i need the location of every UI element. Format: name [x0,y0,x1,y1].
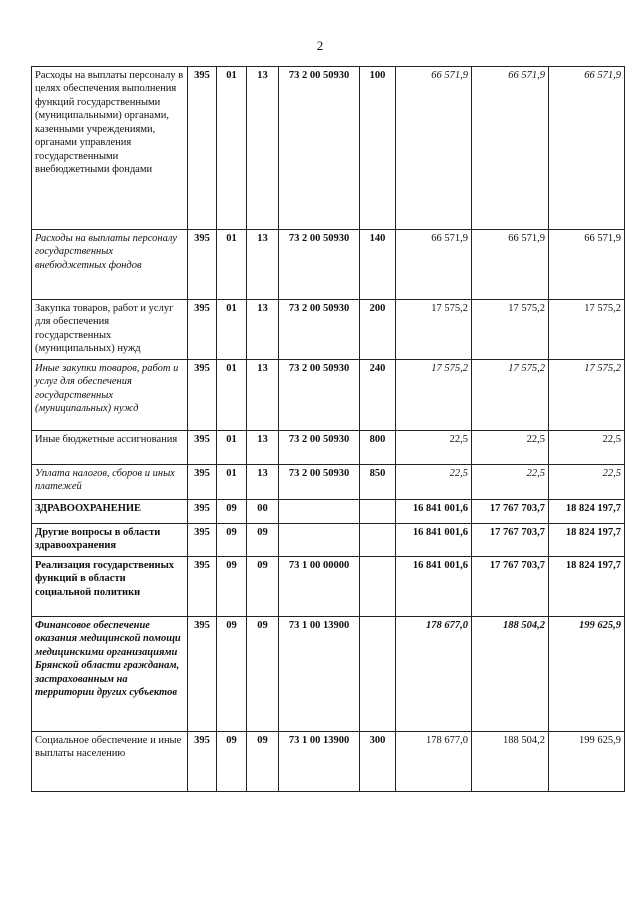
row-year1: 66 571,9 [396,230,472,300]
row-pr: 13 [247,465,279,500]
row-gr: 395 [188,431,217,465]
table-row [32,557,625,617]
row-csr [279,524,360,557]
row-name: Иные бюджетные ассигнования [32,431,188,465]
row-gr: 395 [188,360,217,431]
row-vr: 100 [360,67,396,230]
row-year1: 16 841 001,6 [396,557,472,617]
table-row [32,617,625,732]
row-year2: 17 767 703,7 [472,557,549,617]
row-pr: 13 [247,300,279,360]
row-year3: 17 575,2 [549,300,625,360]
budget-table [31,66,625,792]
row-pr: 09 [247,557,279,617]
table-row [32,500,625,524]
page-number: 2 [316,38,324,53]
table-row [32,360,625,431]
row-rz: 09 [217,732,247,792]
row-rz: 01 [217,67,247,230]
row-rz: 09 [217,557,247,617]
row-vr: 300 [360,732,396,792]
row-vr [360,524,396,557]
row-csr: 73 1 00 00000 [279,557,360,617]
row-gr: 395 [188,557,217,617]
row-name: Расходы на выплаты персоналу государственных внебюджетных фондов [32,230,188,300]
table-row [32,524,625,557]
row-rz: 09 [217,500,247,524]
row-year1: 22,5 [396,431,472,465]
row-pr: 13 [247,67,279,230]
row-pr: 13 [247,431,279,465]
row-rz: 09 [217,524,247,557]
row-vr: 850 [360,465,396,500]
row-year3: 22,5 [549,431,625,465]
row-year3: 17 575,2 [549,360,625,431]
row-pr: 00 [247,500,279,524]
table-row [32,67,625,230]
row-year2: 17 575,2 [472,360,549,431]
row-gr: 395 [188,732,217,792]
row-year2: 66 571,9 [472,230,549,300]
row-vr [360,557,396,617]
row-vr [360,500,396,524]
row-gr: 395 [188,67,217,230]
row-name: Закупка товаров, работ и услуг для обеспечения государственных (муниципальных) нужд [32,300,188,360]
row-name: Расходы на выплаты персоналу в целях обеспечения выполнения функций государственными (муниципальными) органами, казенными учреждениями, органами управления государственными внебюджетными фондами [32,67,188,230]
row-csr: 73 2 00 50930 [279,465,360,500]
row-gr: 395 [188,617,217,732]
row-year1: 178 677,0 [396,617,472,732]
row-year2: 22,5 [472,465,549,500]
row-pr: 09 [247,524,279,557]
row-gr: 395 [188,230,217,300]
row-rz: 01 [217,431,247,465]
row-year1: 17 575,2 [396,300,472,360]
row-year2: 66 571,9 [472,67,549,230]
table-row [32,300,625,360]
row-vr: 200 [360,300,396,360]
row-year2: 188 504,2 [472,617,549,732]
row-year1: 22,5 [396,465,472,500]
row-csr: 73 2 00 50930 [279,67,360,230]
row-year1: 16 841 001,6 [396,500,472,524]
row-year3: 66 571,9 [549,230,625,300]
row-pr: 13 [247,360,279,431]
table-row [32,732,625,792]
row-year2: 22,5 [472,431,549,465]
row-rz: 01 [217,360,247,431]
row-gr: 395 [188,300,217,360]
row-pr: 09 [247,617,279,732]
row-rz: 01 [217,300,247,360]
row-gr: 395 [188,500,217,524]
table-row [32,230,625,300]
row-rz: 09 [217,617,247,732]
table-row [32,431,625,465]
row-year3: 18 824 197,7 [549,500,625,524]
row-name: ЗДРАВООХРАНЕНИЕ [32,500,188,524]
row-year2: 17 575,2 [472,300,549,360]
row-csr: 73 2 00 50930 [279,360,360,431]
row-year1: 178 677,0 [396,732,472,792]
row-year1: 17 575,2 [396,360,472,431]
row-rz: 01 [217,465,247,500]
row-year3: 18 824 197,7 [549,557,625,617]
row-year1: 16 841 001,6 [396,524,472,557]
row-year3: 199 625,9 [549,732,625,792]
row-vr [360,617,396,732]
row-csr: 73 2 00 50930 [279,230,360,300]
row-pr: 13 [247,230,279,300]
row-vr: 800 [360,431,396,465]
row-name: Иные закупки товаров, работ и услуг для обеспечения государственных (муниципальных) нужд [32,360,188,431]
row-name: Уплата налогов, сборов и иных платежей [32,465,188,500]
table-row [32,465,625,500]
row-pr: 09 [247,732,279,792]
row-year3: 199 625,9 [549,617,625,732]
row-year3: 22,5 [549,465,625,500]
row-name: Социальное обеспечение и иные выплаты населению [32,732,188,792]
row-year3: 66 571,9 [549,67,625,230]
row-year2: 188 504,2 [472,732,549,792]
row-vr: 140 [360,230,396,300]
row-gr: 395 [188,524,217,557]
row-year2: 17 767 703,7 [472,500,549,524]
row-year1: 66 571,9 [396,67,472,230]
row-csr: 73 2 00 50930 [279,431,360,465]
row-csr: 73 1 00 13900 [279,617,360,732]
row-csr: 73 2 00 50930 [279,300,360,360]
row-name: Реализация государственных функций в области социальной политики [32,557,188,617]
row-year3: 18 824 197,7 [549,524,625,557]
row-vr: 240 [360,360,396,431]
row-csr [279,500,360,524]
row-gr: 395 [188,465,217,500]
row-rz: 01 [217,230,247,300]
row-csr: 73 1 00 13900 [279,732,360,792]
row-name: Другие вопросы в области здравоохранения [32,524,188,557]
row-year2: 17 767 703,7 [472,524,549,557]
row-name: Финансовое обеспечение оказания медицинской помощи медицинскими организациями Брянской области гражданам, застрахованным на территории других субъектов [32,617,188,732]
